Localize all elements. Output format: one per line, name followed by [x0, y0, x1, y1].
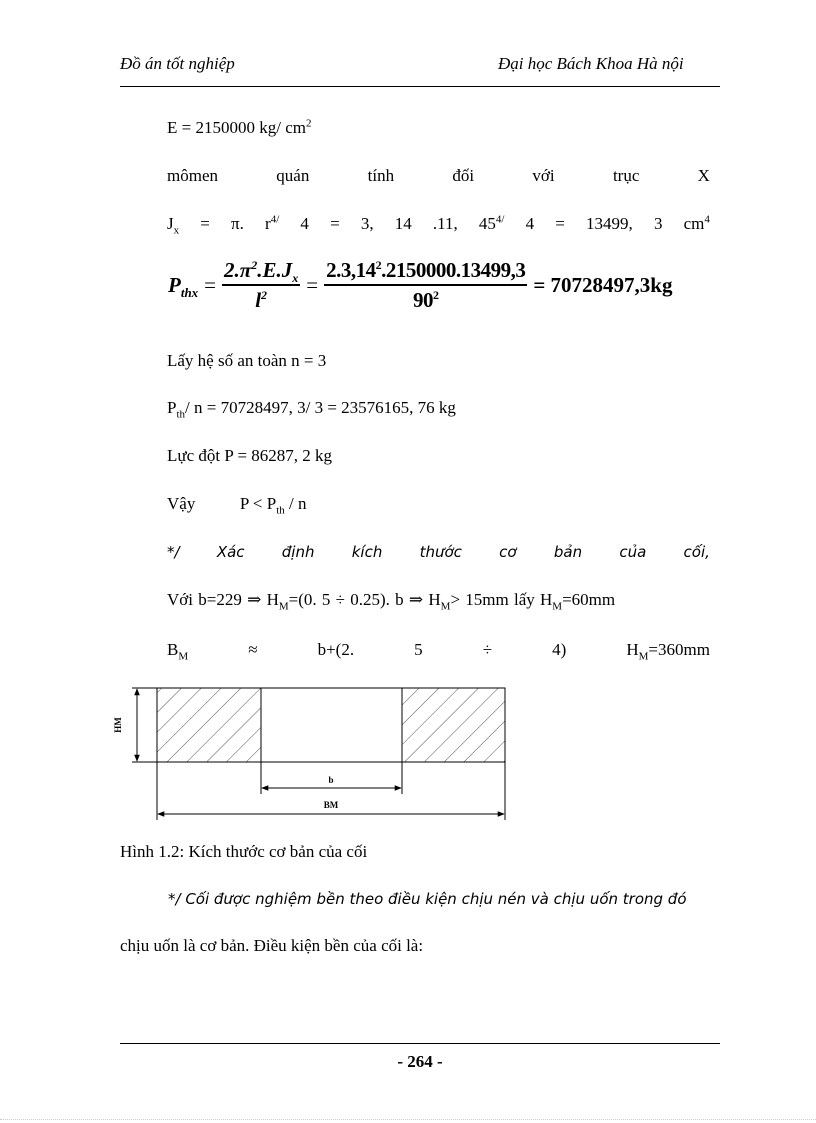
header-right: Đại học Bách Khoa Hà nội	[498, 54, 684, 73]
safety-factor-line: Lấy hệ số an toàn n = 3	[167, 351, 327, 370]
die-width-line: $B_M$ ≈ b+(2. 5 ÷ 4) $H_M=360mm$	[167, 640, 710, 663]
die-right-section	[402, 688, 505, 762]
header-left: Đồ án tốt nghiệp	[120, 54, 235, 73]
moment-word: mômen	[167, 166, 218, 185]
modulus-line: E = 2150000 kg/ $cm^2$	[167, 117, 312, 137]
hm-label: HM	[113, 717, 123, 733]
paragraph-line-2: chịu uốn là cơ bản. Điều kiện bền của cối là:	[120, 936, 424, 955]
moment-word: với	[532, 166, 555, 185]
moment-word: tính	[367, 166, 395, 185]
die-opening	[261, 688, 402, 762]
page-number: - 264 -	[397, 1052, 443, 1071]
moment-line	[167, 166, 710, 186]
page-edge	[0, 1119, 816, 1120]
allowable-load-line: $P_{th}/$ n = 70728497, 3/ 3 = 23576165, 76 kg	[167, 398, 456, 421]
formula-result: = 70728497,3kg	[533, 273, 673, 297]
die-dimension-figure	[110, 680, 530, 830]
moment-word: đối	[452, 166, 475, 185]
footer-rule	[120, 1043, 720, 1044]
moment-word: trục	[612, 166, 640, 185]
die-height-line: Với b=229 ⇒ $H_M=(0$. 5 ÷ 0.25). b ⇒ $H_M> 15mm$ lấy $H_M=60mm$	[167, 590, 616, 613]
paragraph-line-1: */ Cối được nghiệm bền theo điều kiện chịu nén và chịu uốn trong đó	[168, 890, 687, 908]
fraction-numeric: $\frac{2.3,14^2.2150000.13499,3}{90^2}$	[326, 258, 526, 312]
punch-force-line: Lực đột P = 86287, 2 kg	[167, 446, 333, 465]
section-heading-die: */ Xác định kích thước cơ bản của cối,	[167, 543, 710, 561]
die-left-section	[157, 688, 261, 762]
b-label: b	[328, 775, 334, 785]
header-rule	[120, 86, 720, 87]
fraction-symbolic: $\frac{2.\pi^2.E.J_x}{l^2}$	[224, 258, 299, 312]
figure-caption: Hình 1.2: Kích thước cơ bản của cối	[120, 842, 368, 861]
bm-label: BM	[323, 800, 339, 810]
moment-word: X	[697, 166, 710, 185]
conclusion-line: Vậy $P < P_{th} / n$	[167, 494, 307, 517]
moment-word: quán	[276, 166, 310, 185]
buckling-formula: $P_{thx}$ = $\frac{2.\pi^2.E.J_x}{l^2}$ = $\frac{2.3,14^2.2150000.13499,3}{90^2}$ = 70728497,3kg	[168, 258, 673, 312]
inertia-line: $J_x$ = π. $r^{4/}$ 4 = 3, 14 .11, $45^{4/}$ 4 = 13499, 3 $cm^4$	[167, 213, 710, 237]
